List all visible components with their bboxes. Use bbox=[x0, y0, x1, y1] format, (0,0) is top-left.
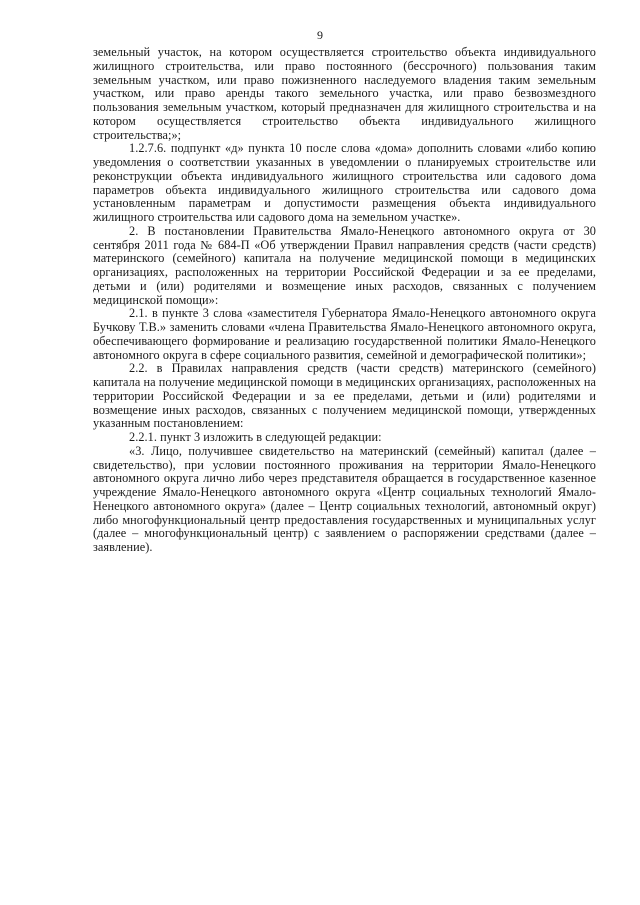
paragraph-5: 2.2. в Правилах направления средств (части средств) материнского (семейного) капитала на получение медицинской помощи в медицинских организациях, расположенных на территории Российской Федерации и за ее пределами, детьми и (или) родителями и возмещение иных расходов, связанных с получением медицинской помощи, утвержденных указанным постановлением: bbox=[93, 361, 596, 431]
paragraph-2: 1.2.7.6. подпункт «д» пункта 10 после слова «дома» дополнить словами «либо копию уведомления о соответствии указанных в уведомлении о планируемых строительстве или реконструкции объекта индивидуального жилищного строительства или садового дома параметров объекта индивидуального жилищного строительства или садового дома установленным параметрам и допустимости размещения объекта индивидуального жилищного строительства или садового дома на земельном участке». bbox=[93, 141, 596, 224]
paragraph-3: 2. В постановлении Правительства Ямало-Ненецкого автономного округа от 30 сентября 2011 года № 684-П «Об утверждении Правил направления средств (части средств) материнского (семейного) капитала на получение медицинской помощи в медицинских организациях, расположенных на территории Российской Федерации и за ее пределами, детьми и (или) родителями и возмещение иных расходов, связанных с получением медицинской помощи»: bbox=[93, 223, 596, 307]
document-body bbox=[93, 46, 596, 555]
paragraph-4: 2.1. в пункте 3 слова «заместителя Губернатора Ямало-Ненецкого автономного округа Бучкову Т.В.» заменить словами «члена Правительства Ямало-Ненецкого автономного округа, обеспечивающего формирование и реализацию государственной политики Ямало-Ненецкого автономного округа в сфере социального развития, семейной и демографической политики»; bbox=[93, 306, 596, 362]
paragraph-6: 2.2.1. пункт 3 изложить в следующей редакции: bbox=[129, 430, 382, 444]
page-number: 9 bbox=[317, 28, 323, 42]
paragraph-7: «3. Лицо, получившее свидетельство на материнский (семейный) капитал (далее – свидетельство), при условии постоянного проживания на территории Ямало-Ненецкого автономного округа лично либо через представителя обращается в государственное казенное учреждение Ямало-Ненецкого автономного округа «Центр социальных технологий Ямало-Ненецкого автономного округа» (далее – Центр социальных технологий, автономный округ) либо многофункциональный центр предоставления государственных и муниципальных услуг (далее – многофункциональный центр) с заявлением о распоряжении средствами (далее – заявление). bbox=[93, 443, 596, 554]
paragraph-1: земельный участок, на котором осуществляется строительство объекта индивидуального жилищного строительства, или право постоянного (бессрочного) пользования таким земельным участком, или право пожизненного наследуемого владения таким земельным участком, или право аренды такого земельного участка, или право безвозмездного пользования земельным участком, который предназначен для жилищного строительства и на котором осуществляется строительство объекта индивидуального жилищного строительства;»; bbox=[93, 45, 596, 142]
